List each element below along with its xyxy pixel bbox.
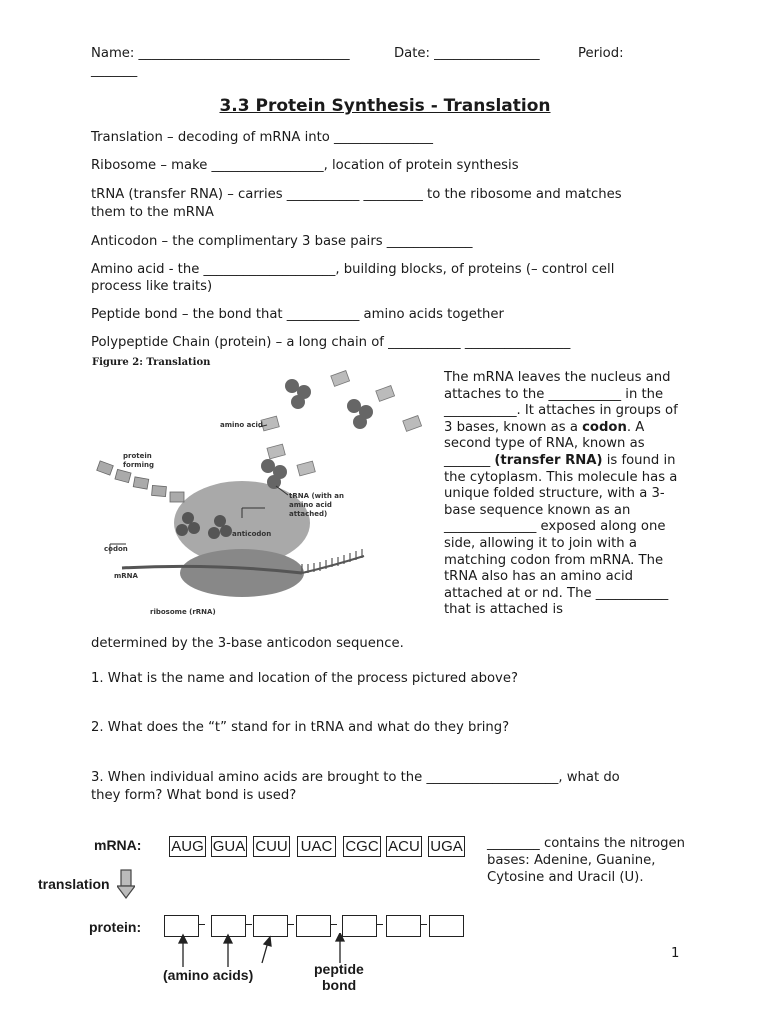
peptide-bond-link bbox=[199, 924, 205, 925]
peptide-bond-link bbox=[377, 924, 383, 925]
label-trna-1: tRNA (with an bbox=[289, 492, 344, 500]
protein-chain-unit bbox=[115, 469, 131, 482]
protein-chain-unit bbox=[97, 461, 114, 475]
para-text-3: is found in the cytoplasm. This molecule has a unique folded structure, with a 3-base sequence known as an ______________ exposed along one side, allowing it to join with a matching codon from mRNA. The tRNA also has an amino acid attached at or nd. The ___________ that is attached is bbox=[444, 452, 678, 618]
codon-box: UAC bbox=[297, 836, 336, 857]
label-forming: forming bbox=[123, 461, 154, 469]
label-protein: protein bbox=[123, 452, 152, 460]
translation-figure bbox=[92, 368, 432, 628]
question-3: 3. When individual amino acids are brought to the ____________________, what do bbox=[91, 770, 620, 785]
amino-acid-block bbox=[403, 416, 422, 432]
def-amino-acid-cont: process like traits) bbox=[91, 279, 213, 294]
question-3-cont: they form? What bond is used? bbox=[91, 788, 297, 803]
page-title: 3.3 Protein Synthesis - Translation bbox=[219, 96, 551, 116]
amino-acid-block bbox=[376, 386, 395, 402]
ribosome-small-subunit bbox=[180, 549, 304, 597]
peptide-bond-link bbox=[421, 924, 427, 925]
protein-chain-unit bbox=[170, 492, 184, 502]
def-amino-acid: Amino acid - the ____________________, building blocks, of proteins (– control cell bbox=[91, 262, 615, 277]
label-ribosome: ribosome (rRNA) bbox=[150, 608, 216, 616]
def-trna-cont: them to the mRNA bbox=[91, 205, 214, 220]
def-polypeptide: Polypeptide Chain (protein) – a long chain of ___________ ________________ bbox=[91, 335, 571, 350]
amino-acid-block bbox=[267, 444, 285, 459]
label-mrna: mRNA bbox=[114, 572, 138, 580]
translation-label: translation bbox=[38, 876, 110, 892]
period-label: Period: bbox=[578, 46, 624, 61]
label-trna-3: attached) bbox=[289, 510, 328, 518]
amino-acid-block bbox=[297, 461, 315, 476]
bond-label: bond bbox=[322, 977, 357, 993]
def-translation: Translation – decoding of mRNA into _______________ bbox=[91, 130, 433, 145]
codon-box: GUA bbox=[212, 838, 246, 855]
def-peptide-bond: Peptide bond – the bond that ___________ amino acids together bbox=[91, 307, 504, 322]
label-trna-2: amino acid bbox=[289, 501, 332, 509]
para-continuation: determined by the 3-base anticodon sequence. bbox=[91, 636, 404, 651]
down-arrow-icon bbox=[117, 869, 135, 899]
page-number: 1 bbox=[671, 946, 680, 961]
peptide-bond-link bbox=[331, 924, 337, 925]
protein-chain-unit bbox=[152, 485, 167, 496]
amino-acid-block bbox=[331, 371, 350, 387]
para-text-1: The mRNA leaves the nucleus and attaches to the ___________ in the ___________. It attaches in groups of 3 bases, known as a bbox=[444, 370, 678, 435]
codon-box: CGC bbox=[343, 836, 381, 857]
translation-paragraph bbox=[444, 370, 684, 619]
protein-chain-unit bbox=[133, 477, 149, 489]
peptide-label: peptide bbox=[314, 961, 364, 977]
para-transfer: (transfer RNA) bbox=[494, 452, 603, 468]
amino-acid-box bbox=[386, 915, 421, 937]
protein-label: protein: bbox=[89, 919, 142, 935]
label-codon: codon bbox=[104, 545, 128, 553]
para-codon: codon bbox=[582, 419, 627, 435]
codon-box: ACU bbox=[386, 836, 422, 857]
def-anticodon: Anticodon – the complimentary 3 base pairs _____________ bbox=[91, 234, 473, 249]
label-amino-acid: amino acid bbox=[220, 421, 263, 429]
period-blank: _______ bbox=[91, 63, 138, 78]
def-ribosome: Ribosome – make _________________, location of protein synthesis bbox=[91, 158, 519, 173]
question-1: 1. What is the name and location of the process pictured above? bbox=[91, 671, 518, 686]
mrna-label: mRNA: bbox=[94, 837, 142, 853]
figure-title: Figure 2: Translation bbox=[92, 357, 211, 368]
label-anticodon: anticodon bbox=[232, 530, 272, 538]
question-2: 2. What does the “t” stand for in tRNA and what do they bring? bbox=[91, 720, 510, 735]
mrna-bases-note: ________ contains the nitrogen bases: Adenine, Guanine, Cytosine and Uracil (U). bbox=[487, 836, 686, 885]
name-field: Name: ________________________________ bbox=[91, 46, 350, 61]
codon-box: AUG bbox=[169, 836, 206, 857]
amino-acids-label: (amino acids) bbox=[163, 967, 254, 983]
def-trna: tRNA (transfer RNA) – carries ___________ _________ to the ribosome and matches bbox=[91, 187, 622, 202]
amino-acid-block bbox=[261, 416, 279, 431]
codon-box: CUU bbox=[253, 836, 290, 857]
peptide-bond-link bbox=[246, 924, 252, 925]
peptide-bond-link bbox=[288, 924, 294, 925]
date-field: Date: ________________ bbox=[394, 46, 540, 61]
para-text-2: . A second type of RNA, known as _______ bbox=[444, 419, 645, 468]
amino-acid-box bbox=[429, 915, 464, 937]
codon-box: UGA bbox=[428, 836, 465, 857]
